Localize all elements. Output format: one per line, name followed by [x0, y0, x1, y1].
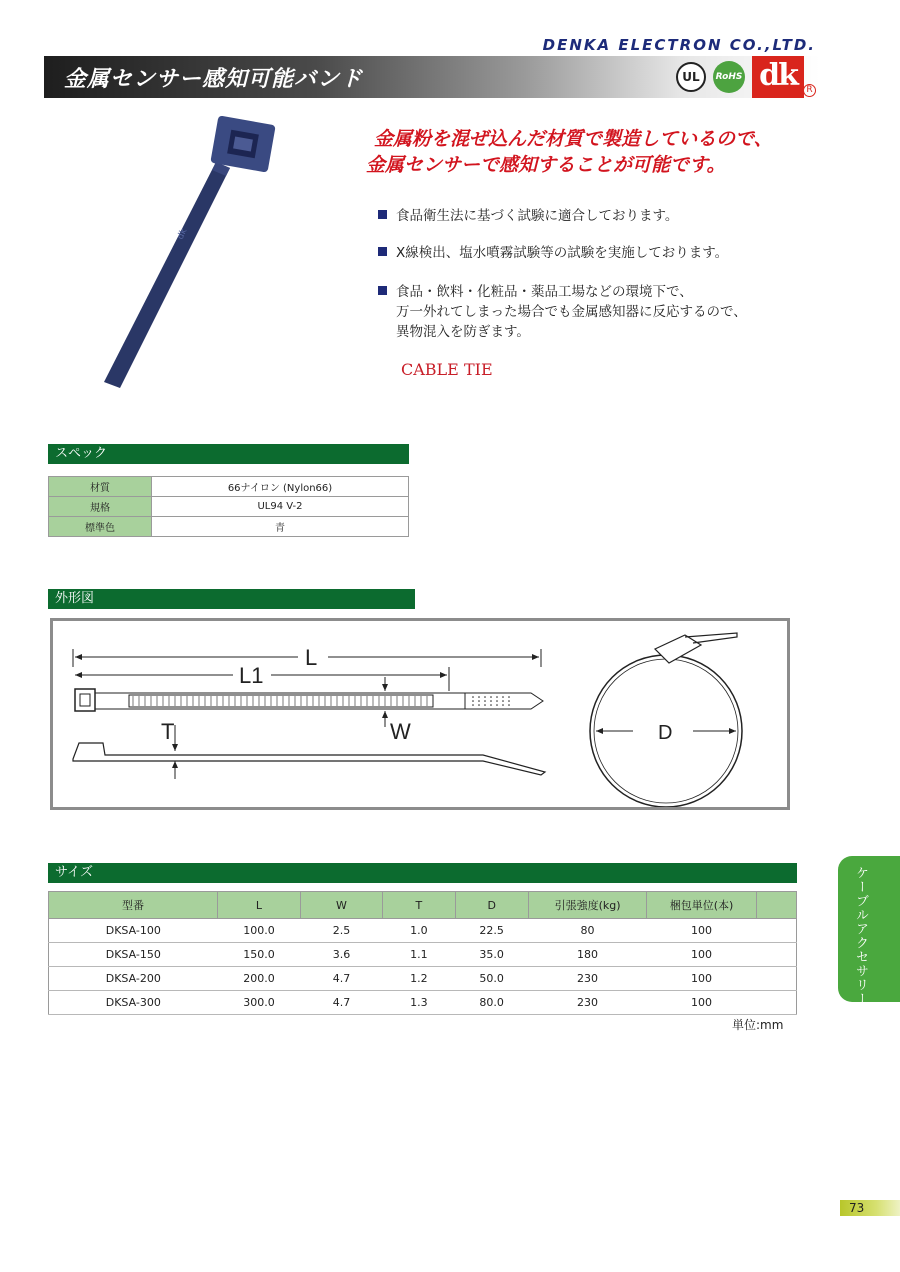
table-row: [49, 943, 797, 967]
cell-model: DKSA-150: [49, 943, 218, 967]
label-D: D: [658, 722, 673, 744]
col-header: D: [455, 892, 528, 919]
spec-key: 材質: [49, 477, 152, 497]
cell-strength: 230: [528, 991, 647, 1015]
cell-strength: 230: [528, 967, 647, 991]
category-side-tab-label: ケーブルアクセサリー: [853, 866, 868, 1006]
cell-W: 2.5: [300, 919, 382, 943]
table-row: [49, 967, 797, 991]
product-label: CABLE TIE: [401, 360, 493, 379]
cell-L: 300.0: [218, 991, 301, 1015]
col-header: T: [383, 892, 456, 919]
cell-D: 35.0: [455, 943, 528, 967]
feature-text: 食品衛生法に基づく試験に適合しております。: [396, 208, 679, 224]
cell-spacer: [756, 919, 796, 943]
size-table: [48, 891, 797, 1015]
bullet-square-icon: [378, 286, 387, 295]
cell-D: 22.5: [455, 919, 528, 943]
cell-pack: 100: [647, 967, 756, 991]
label-W: W: [390, 719, 411, 744]
table-row: [49, 477, 409, 497]
cell-pack: 100: [647, 943, 756, 967]
table-header-row: [49, 892, 797, 919]
cell-model: DKSA-200: [49, 967, 218, 991]
cell-model: DKSA-100: [49, 919, 218, 943]
cell-L: 100.0: [218, 919, 301, 943]
col-header: 梱包単位(本): [647, 892, 756, 919]
cell-L: 200.0: [218, 967, 301, 991]
feature-text: 食品・飲料・化粧品・薬品工場などの環境下で、: [396, 284, 693, 300]
registered-mark: R: [803, 84, 816, 97]
cell-pack: 100: [647, 919, 756, 943]
headline-line-1: 金属粉を混ぜ込んだ材質で製造しているので、: [374, 128, 773, 150]
bullet-square-icon: [378, 247, 387, 256]
ul-logo: UL: [676, 62, 706, 92]
cell-spacer: [756, 943, 796, 967]
cell-pack: 100: [647, 991, 756, 1015]
cell-D: 50.0: [455, 967, 528, 991]
diagram-section-header: 外形図: [48, 589, 415, 609]
dk-logo: dk: [752, 56, 804, 98]
label-T: T: [161, 719, 175, 744]
spec-value: UL94 V-2: [152, 497, 409, 517]
spec-key: 規格: [49, 497, 152, 517]
cell-T: 1.3: [383, 991, 456, 1015]
page-title: 金属センサー感知可能バンド: [64, 67, 364, 92]
company-name: DENKA ELECTRON CO.,LTD.: [542, 36, 816, 54]
feature-text: 万一外れてしまった場合でも金属感知器に反応するので、: [396, 304, 747, 320]
size-section-header: サイズ: [48, 863, 797, 883]
spec-value: 青: [152, 517, 409, 537]
feature-text: 異物混入を防ぎます。: [396, 324, 530, 340]
rohs-logo: RoHS: [713, 61, 745, 93]
cell-W: 4.7: [300, 967, 382, 991]
table-row: [49, 497, 409, 517]
dimension-diagram: [53, 621, 787, 807]
cell-model: DKSA-300: [49, 991, 218, 1015]
cell-strength: 80: [528, 919, 647, 943]
headline-line-2: 金属センサーで感知することが可能です。: [366, 154, 726, 176]
cell-spacer: [756, 991, 796, 1015]
cell-spacer: [756, 967, 796, 991]
feature-text: X線検出、塩水噴霧試験等の試験を実施しております。: [396, 245, 729, 261]
table-row: [49, 991, 797, 1015]
cable-tie-photo: [98, 112, 298, 392]
cell-T: 1.2: [383, 967, 456, 991]
spec-table: [48, 476, 409, 537]
page-number: 73: [849, 1201, 865, 1215]
cell-D: 80.0: [455, 991, 528, 1015]
col-header: L: [218, 892, 301, 919]
col-header: 型番: [49, 892, 218, 919]
cell-T: 1.0: [383, 919, 456, 943]
spec-key: 標準色: [49, 517, 152, 537]
col-header: 引張強度(kg): [528, 892, 647, 919]
unit-note: 単位:mm: [732, 1018, 784, 1032]
label-L: L: [305, 645, 318, 670]
spec-value: 66ナイロン (Nylon66): [152, 477, 409, 497]
bullet-square-icon: [378, 210, 387, 219]
cell-strength: 180: [528, 943, 647, 967]
cell-T: 1.1: [383, 943, 456, 967]
cell-L: 150.0: [218, 943, 301, 967]
label-L1: L1: [239, 663, 264, 688]
cell-W: 3.6: [300, 943, 382, 967]
table-row: [49, 919, 797, 943]
cell-W: 4.7: [300, 991, 382, 1015]
dimension-diagram-frame: [50, 618, 790, 810]
spec-section-header: スペック: [48, 444, 409, 464]
col-header: W: [300, 892, 382, 919]
svg-text:dk: dk: [175, 227, 190, 242]
table-row: [49, 517, 409, 537]
col-header-spacer: [756, 892, 796, 919]
